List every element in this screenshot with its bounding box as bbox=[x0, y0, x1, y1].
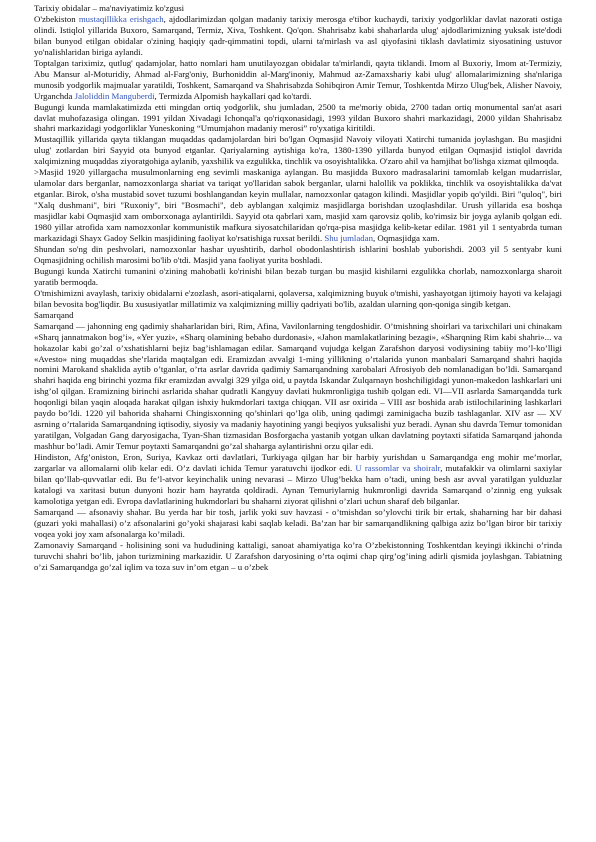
paragraph-text: >Masjid 1920 yillargacha musulmonlarning eng sevimli maskaniga aylangan. Bu masjidda Buxoro madrasalarini tamomlab kelgan mudarrislar, ulamolar dars berganlar, namozxonlarga shariat va tariqat yo'llaridan sabok berganlar, ularni halollik va poklikka, tinchlik va osoyishtalikka da'vat etganlar. Birok, o'sha mustabid sovet tuzumi boshlangandan keyin mullalar, namozxonlar qatagon kilindi. Masjidlar yopib qo'yildi. Biri "quloq", biri "Xalq dushmani", biri "Ruxoniy", biri "Bosmachi", deb ayblangan xalqimiz masjidlarga borishdan uzoqlashdilar. Urush yillarida esa boshqa masjidlar kabi Oqmasjid xam omborxonaga aylantirildi. Sayyid ota qabrlari xam, masjid xam qarovsiz qolib, ko'rimsiz bir joyga aylanib qolgan edi. 1980 yillar atrofida xam namozxonlar kommunistik mafkura siyosatchilaridan qo'rqa-pisa masjidga kelib-ketar edilar. 1981 yil 1 sentyabrda tuman markazidagi Shayx Gadoy Selkin masjidining faoliyat ko'rsatishiga ruxsat berildi. bbox=[34, 167, 562, 244]
paragraph bbox=[34, 266, 562, 288]
paragraph bbox=[34, 452, 562, 507]
paragraph-text: O'zbekiston bbox=[34, 13, 79, 24]
paragraph-text: , Oqmasjidga xam. bbox=[372, 233, 440, 244]
paragraph-text: Toptalgan tariximiz, qutlug' qadamjolar, hatto nomlari ham unutilayozgan obidalar ta'mirlandi, qayta tiklandi. Imom al Buxoriy, Imom at-Termiziy, Abu Mansur al-Moturidiy, Ahmad al-Farg'oniy, Burhoniddin al-Marg'inoniy, Mahmud az-Zamaxshariy kabi ulug' allomalarimizning sha'nlariga munosib yodgorlik majmualar yaratildi, Toshkent, Samarqand va Shahrisabzda Sohibqiron Amir Temur, Toshkentda Mirzo Ulug'bek, Alisher Navoiy, Urganchda bbox=[34, 57, 562, 101]
paragraph bbox=[34, 58, 562, 102]
section-heading: Samarqand bbox=[34, 309, 74, 320]
inline-link[interactable]: U rassomlar va shoiralr bbox=[355, 463, 441, 474]
paragraph-text: Bugungi kunda mamlakatimizda etti mingdan ortiq yodgorlik, shu jumladan, 2500 ta me'moriy obida, 2700 tadan ortiq monumental san'at asari davlat muhofazasiga olingan. 1991 yildan Xivadagi Ichonqal'a qo'riqxonasidagi, 1993 yildan Buxoro shahri markazidagi, 2000 yildan Shahrisabz shahri markazidagi yodgorliklar Yuneskoning “Umumjahon madaniy merosi” ro'yxatiga kiritildi. bbox=[34, 101, 562, 134]
paragraph bbox=[34, 14, 562, 58]
paragraph bbox=[34, 244, 562, 266]
paragraph-text: Hindiston, Afg’oniston, Eron, Suriya, Kavkaz orti davlatlari, Turkiyaga qilgan har bir harbiy yurishdan u Samarqandga eng mohir me’morlar, zargarlar va allomalarni olib kelar edi. O’z davlati ichida Temur yaratuvchi ijodkor edi. bbox=[34, 452, 562, 474]
document-body bbox=[34, 14, 562, 573]
paragraph bbox=[34, 507, 562, 540]
inline-link[interactable]: Jaloliddin Manguberdi bbox=[74, 90, 155, 101]
paragraph-text: Samarqand — afsonaviy shahar. Bu yerda har bir tosh, jarlik yoki suv havzasi - o’tmishdan so’ylovchi tirik bir ertak, shaharning har bir dahasi (guzari yoki mahallasi) o’z afsonalarini go’yoki shajarasi kabi saqlab keladi. Ba’zan har bir samarqandlikning qalbiga aziz bo’lgan biror bir tarixiy voqea yoki joy xam afsonalarga ko’miladi. bbox=[34, 506, 562, 539]
paragraph bbox=[34, 102, 562, 135]
paragraph-text: , ajdodlarimizdan qolgan madaniy tarixiy merosga e'tibor kuchaydi, tarixiy yodgorliklar davlat nazorati ostiga olindi. Istiqlol yillarida Buxoro, Samarqand, Termiz, Xiva, Toshkent. Qo'qon. Shahrisabz kabi shaharlarda ulug' ajdodlarimizning yuksak iste'dodi bilan bunyod etilgan obidalar o'zining haqiqiy qadr-qimmatini topdi, ularni ta'mirlash va asl qiyofasini tiklash davlatimiz siyosatining ustuvor yo'nalishlaridan biriga aylandi. bbox=[34, 13, 563, 57]
document-title: Tarixiy obidalar – ma'naviyatimiz ko'zgusi bbox=[34, 3, 185, 13]
paragraph bbox=[34, 167, 562, 244]
paragraph bbox=[34, 134, 562, 167]
paragraph bbox=[34, 321, 562, 452]
paragraph-text: Samarqand — jahonning eng qadimiy shaharlaridan biri, Rim, Afina, Vavilonlarning tengdoshidir. O’tmishning shoirlari va tarixchilari uni chinakam «Sharq jannatmakon bog’i», «Yer yuzi», «Sharq olamining bebaho durdonasi», «Jahon mamlakatlarining bezagi», «Sharqning Rim kabi shahri»... va hokazolar kabi go’zal o’xshatishlarni bejiz bag’ishlamagan edilar. Samarqand vujudga kelgan Zarafshon daryosi vodiysining tabiiy mo’l-ko’lligi «Avesto» ning muqaddas she’rlarida maqtalgan edi. Eramizdan avvalgi 1-ming yillikning o’rtalarida yunon manbalari Samarqand shahri haqida nomini Marokand shaklida aytib o’tganlar, o’rta asrlar davrida qadimiy Samarqandning xarobalari Afrosiyob deb nomlanadigan bo’ldi. Samarqand shahri haqida eng birinchi yozma fikr eramizdan avvalgi 329 yilga oid, u paytda Iskandar Zulqarnayn boshchiligidagi yunon-makedon lashkarlari uni ishg’ol qilgan. Eramizning birinchi asrlarida shahar qudratli Kangyuy davlati hukmronligiga tushib qolgan edi. VI—VII asrlarda Samarqandda turk hoqonligi bilan yaqin aloqada harakat qilgan ishxiy hukmdorlari taxtga chiqqan. VII asr oxirida – VIII asr boshida arab istilochilarining lashkarlari paydo bo’ldi. 1220 yil bahorida shaharni Chingisxonning qo’shinlari qo’lga olib, uning qadimgi zaminigacha buzib tashlaganlar. XIV asr — XV asrning o’rtalarida Samarqandning iqtisodiy, siyosiy va madaniy hayotining yangi beqiyos yuksalishi yuz beradi. Aynan shu davrda Temur tomonidan yaratilgan, Volgadan Gang daryosigacha, Tyan-Shan tizmasidan Bosforgacha yastanib yotgan ulkan davlatning poytaxti sifatida Samarqand jahonda mashhur bo’ladi. Amir Temur poytaxti Samarqandni go’zal shaharga aylantirishni orzu qilar edi. bbox=[34, 320, 562, 452]
paragraph-text: Zamonaviy Samarqand - holisining soni va hududining kattaligi, sanoat ahamiyatiga ko’ra O’zbekistonning Toshkentdan keyingi ikkinchi o’rinda turuvchi shahri bo’lib, jahon turizmining markazidir. U Zarafshon daryosining o’rta oqimi chap qirg’og’ining adirli qismida joylashgan. Tabiatning o’zi Samarqandga go’zal iqlim va toza suv in’om etgan – u o’zbek bbox=[34, 539, 562, 572]
paragraph-text: Shundan so'ng din peshvolari, namozxonlar hashar uyushtirib, darhol obodonlashtirish ishlarini boshlab yuborishdi. 2003 yil 5 sentyabr kuni Oqmasjidning ochilish marosimi bo'lib o'tdi. Masjid yana faoliyat yurita boshladi. bbox=[34, 243, 562, 265]
paragraph-text: , Termizda Alpomish haykallari qad ko'tardi. bbox=[154, 90, 312, 101]
paragraph bbox=[34, 540, 562, 573]
paragraph-text: , mutafakkir va olimlarni saxiylar bilan qo’llab-quvvatlar edi. Bu fe’l-atvor keyinchalik uning nevarasi – Mirzo Ulug’bekka ham o’tadi, uning besh asr avval yaratilgan yulduzlar katalogi va xaritasi butun dunyoni hozir ham hayratda qoldiradi. Aynan Temuriylarnig hukmronligi davrida Samarqand o’zinnig eng yuksak kamolotiga yetgan edi. Evropa davlatlarining hukmdorlari bu shaharni ziyorat qilishni o’zlari uchun sharaf deb bilganlar. bbox=[34, 463, 562, 506]
paragraph-text: Bugungi kunda Xatirchi tumanini o'zining mahobatli ko'rinishi bilan bezab turgan bu masjid kishilarni ezgulikka chorlab, namozxonlarga sharoit yaratib bermoqda. bbox=[34, 265, 562, 287]
paragraph-text: O'tmishimizni avaylash, tarixiy obidalarni e'zozlash, asori-atiqalarni, qolaversa, xalqimizning buyuk o'tmishi, yashayotgan ijtimoiy hayoti va kelajagi bilan bevosita bog'liqdir. Bu xususiyatlar millatimiz va xalqimizning milliy qadriyati bo'lib, azaldan ularning qon-qoniga singib ketgan. bbox=[34, 287, 562, 309]
paragraph bbox=[34, 288, 562, 310]
paragraph-text: Mustaqillik yillarida qayta tiklangan muqaddas qadamjolardan biri bo'lgan Oqmasjid Navoiy viloyati Xatirchi tumanida joylashgan. Bu masjidni ulug' zotlardan biri Sayyid ota bunyod etganlar. Qariyalarning aytishiga ko'ra, 1380-1390 yillarda bunyod etilgan Oqmasjid istiqlol davrida xalqimizning muqaddas ziyoratgohiga aylanib, yaxshilik va ezgulikka, tinchlik va osoyishtalikka. O'zaro ahil va hamjihat bo'lishga xizmat qilmoqda. bbox=[34, 134, 562, 167]
inline-link[interactable]: Shu jumladan bbox=[324, 233, 373, 244]
inline-link[interactable]: mustaqillikka erishgach bbox=[78, 13, 164, 24]
